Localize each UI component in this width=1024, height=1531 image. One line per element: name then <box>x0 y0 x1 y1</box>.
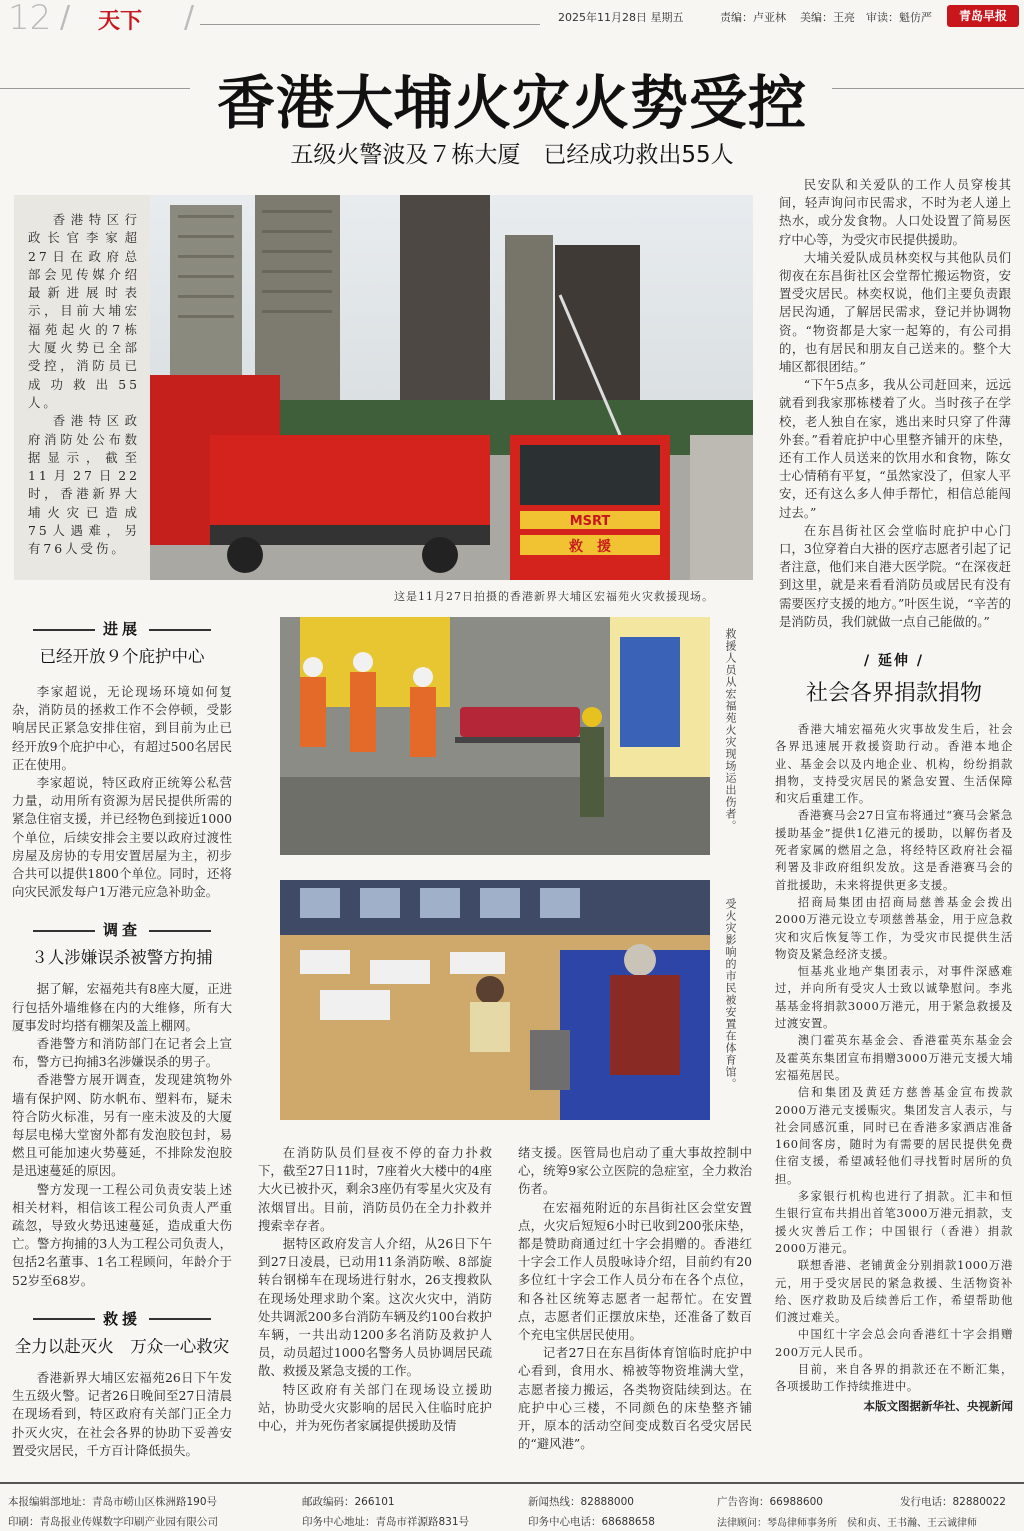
rescue-photo <box>280 617 710 855</box>
truck-label: MSRT <box>569 514 611 529</box>
article-paragraph: 恒基兆业地产集团表示，对事件深感难过，并向所有受灾人士致以诚挚慰问。李兆基基金将捐款3000万港元，用于紧急救援及过渡安置。 <box>775 964 1013 1031</box>
progress-body <box>12 683 232 901</box>
footer-print-address: 印务中心地址：青岛市祥源路831号 <box>302 1516 470 1528</box>
article-paragraph: 绪支援。医管局也启动了重大事故控制中心，统筹9家公立医院的急症室，全力救治伤者。 <box>518 1145 752 1197</box>
investigation-body <box>12 980 232 1289</box>
middle-column-a <box>258 1144 492 1435</box>
lead-paragraph: 香港特区政府消防处公布数据显示，截至11月27日22时，香港新界大埔火灾已造成75人遇难，另有76人受伤。 <box>28 413 140 557</box>
article-paragraph: 招商局集团由招商局慈善基金会拨出2000万港元设立专项慈善基金，用于应急救灾和灾后恢复等工作，为受灾市民提供生活物资及紧急经济支援。 <box>775 894 1013 961</box>
footer-ads: 广告咨询：66988600 <box>717 1496 823 1508</box>
header-bar <box>0 0 1024 38</box>
rescue-body <box>12 1369 232 1460</box>
article-paragraph: 信和集团及黄廷方慈善基金宣布拨款2000万港元支援赈灾。集团发言人表示，与社会同感沉重，同时已在香港多家酒店准备160间客房，随时为有需要的居民提供免费住宿支援，希望减轻他们寻找暂时居所的负担。 <box>775 1085 1013 1186</box>
fire-scene-illustration <box>150 195 753 580</box>
extension-credit: 本版文图据新华社、央视新闻 <box>863 1398 1013 1413</box>
header-editor: 责编：卢亚林 <box>720 11 786 24</box>
right-top-column <box>779 176 1011 631</box>
article-paragraph: 香港新界大埔区宏福苑26日下午发生五级火警。记者26日晚间至27日清晨在现场看到，特区政府有关部门正全力扑灭火灾，在社会各界的协助下妥善安置受灾居民，千方百计降低损失。 <box>12 1369 232 1458</box>
article-paragraph: 目前，来自各界的捐款还在不断汇集，各项援助工作持续推进中。 <box>775 1361 1013 1394</box>
left-column <box>12 618 232 1460</box>
section-heading-rescue: 全力以赴灭火 万众一心救灾 <box>14 1336 230 1356</box>
article-paragraph: 在宏福苑附近的东昌街社区会堂安置点，火灾后短短6小时已收到200张床垫，都是赞助商通过红十字会捐赠的。香港红十字会工作人员殷咏诗介绍，目前约有20多位红十字会工作人员分布在各个点位，和各社区统筹志愿者一起帮忙。在安置点，志愿者们正摆放床垫，还准备了数百个充电宝供居民使用。 <box>518 1199 752 1343</box>
truck-sign: 救 援 <box>569 539 611 555</box>
article-paragraph: 记者27日在东昌街体育馆临时庇护中心看到，食用水、棉被等物资堆满大堂，志愿者接力搬运，各类物资陆续到达。在庇护中心三楼，不同颜色的床垫整齐铺开，原本的活动空间变成数百名受灾居民的“避风港”。 <box>518 1345 752 1452</box>
article-paragraph: 香港赛马会27日宣布将通过“赛马会紧急援助基金”提供1亿港元的援助，以解伤者及死者家属的燃眉之急，将经特区政府社会福利署及非政府组织发放。这是香港赛马会的首批援助，未来将提供更多支援。 <box>775 808 1013 892</box>
article-paragraph: 大埔关爱队成员林奕权与其他队员们彻夜在东昌街社区会堂帮忙搬运物资，安置受灾居民。林奕权说，他们主要负责跟居民沟通，了解居民需求，登记并协调物资。“物资都是大家一起筹的，有公司捐的，也有居民和朋友自己送来的。整个大埔区都很团结。” <box>779 249 1011 375</box>
section-tag-rescue: 救援 <box>12 1308 232 1329</box>
brand-name: 青岛早报 <box>958 9 1007 23</box>
extension-tag: / 延伸 / <box>864 653 924 669</box>
extension-body <box>775 721 1013 1396</box>
footer-address: 本报编辑部地址：青岛市崂山区株洲路190号 <box>8 1496 218 1508</box>
article-paragraph: 澳门霍英东基金会、香港霍英东基金会及霍英东集团宣布捐赠3000万港元支援大埔宏福苑居民。 <box>775 1033 1013 1082</box>
footer-legal: 法律顾问：琴岛律师事务所 侯和贞、王书瀚、王云诚律师 <box>717 1518 977 1529</box>
rescue-photo-caption: 救援人员从宏福苑火灾现场运出伤者。 <box>724 628 737 832</box>
footer-print-phone: 印务中心电话：68688658 <box>528 1516 655 1528</box>
article-paragraph: 中国红十字会总会向香港红十字会捐赠200万元人民币。 <box>775 1327 1013 1359</box>
article-paragraph: 香港警方展开调查，发现建筑物外墙有保护网、防水帆布、塑料布，疑未符合防火标准，另有一座未波及的大厦每层电梯大堂窗外都有发泡胶包封，易燃且可能加速火势蔓延，不排除发泡胶是迅速蔓延的原因。 <box>12 1072 232 1179</box>
stretcher-rescue-illustration <box>280 617 710 855</box>
article-paragraph: 香港大埔宏福苑火灾事故发生后，社会各界迅速展开救援资助行动。香港本地企业、基金会以及内地企业、机构，纷纷捐款捐物，支持受灾居民的紧急安置、生活保障和灾后重建工作。 <box>775 722 1013 806</box>
footer-printer: 印刷：青岛报业传媒数字印刷产业园有限公司 <box>8 1516 218 1528</box>
brand-logo <box>947 5 1019 27</box>
footer-rule <box>0 1482 1024 1484</box>
article-paragraph: 特区政府有关部门在现场设立援助站，协助受火灾影响的居民入住临时庇护中心，并为死伤者家属提供援助及情 <box>258 1381 492 1434</box>
shelter-illustration <box>280 880 710 1120</box>
article-paragraph: 香港警方和消防部门在记者会上宣布，警方已拘捕3名涉嫌误杀的男子。 <box>12 1036 232 1070</box>
section-heading-investigation: ３人涉嫌误杀被警方拘捕 <box>31 948 213 968</box>
footer-distribution: 发行电话：82880022 <box>900 1496 1006 1508</box>
footer-hotline: 新闻热线：82888000 <box>528 1496 634 1508</box>
article-paragraph: 联想香港、老铺黄金分别捐款1000万港元，用于受灾居民的紧急救援、生活物资补给、医疗救助及后续善后工作，希望帮助他们渡过难关。 <box>775 1258 1013 1325</box>
article-paragraph: “下午5点多，我从公司赶回来，远远就看到我家那栋楼着了火。当时孩子在学校，老人独自在家，逃出来时只穿了件薄外套。”看着庇护中心里整齐铺开的床垫，还有工作人员送来的饮用水和食物，陈女士心情稍有平复，“虽然家没了，但家人平安，还有这么多人伸手帮忙，相信总能闯过去。” <box>779 377 1011 520</box>
lead-paragraph: 香港特区行政长官李家超27日在政府总部会见传媒介绍最新进展时表示，目前大埔宏福苑起火的7栋大厦火势已全部受控，消防员已成功救出55人。 <box>28 212 140 410</box>
article-paragraph: 李家超说，无论现场环境如何复杂，消防员的拯救工作不会停顿，受影响居民正紧急安排住宿，到目前为止已经开放9个庇护中心，有超过500名居民正在使用。 <box>12 684 232 772</box>
shelter-photo-caption: 受火灾影响的市民被安置在体育馆。 <box>724 898 737 1090</box>
extension-column <box>775 650 1013 1414</box>
headline-title: 香港大埔火灾火势受控 <box>216 69 807 137</box>
footer-postcode: 邮政编码：266101 <box>302 1496 395 1508</box>
page-number: 12 <box>8 0 52 38</box>
middle-column-b <box>518 1144 752 1453</box>
extension-tag-text: 延伸 <box>878 653 910 669</box>
article-paragraph: 在东昌街社区会堂临时庇护中心门口，3位穿着白大褂的医疗志愿者引起了记者注意，他们来自港大医学院。“在深夜赶到这里，就是来看看消防员或居民有没有需要医疗支援的地方。”叶医生说，“辛苦的是消防员，我们就做一点自己能做的。” <box>779 522 1011 629</box>
lead-box <box>14 195 150 580</box>
header-proofreader: 审读：魁仿严 <box>866 11 932 24</box>
header-rule <box>200 24 540 25</box>
section-heading-progress: 已经开放９个庇护中心 <box>39 647 205 666</box>
article-paragraph: 多家银行机构也进行了捐款。汇丰和恒生银行宣布共捐出首笔3000万港元捐款，支援火灾善后工作；中国银行（香港）捐款2000万港元。 <box>775 1189 1013 1255</box>
main-photo <box>150 195 753 580</box>
lead-text <box>28 211 140 559</box>
shelter-photo <box>280 880 710 1120</box>
section-name: 天下 <box>98 9 143 34</box>
section-tag-progress: 进展 <box>12 618 232 639</box>
page-number-slash: / <box>60 0 71 35</box>
section-tag-investigation: 调查 <box>12 919 232 940</box>
headline-subtitle: 五级火警波及７栋大厦 已经成功救出55人 <box>290 142 734 168</box>
extension-heading: 社会各界捐款捐物 <box>805 681 982 706</box>
article-paragraph: 民安队和关爱队的工作人员穿梭其间，轻声询问市民需求，不时为老人递上热水，或分发食物。人口处设置了简易医疗中心等，为受灾市民提供援助。 <box>779 177 1011 247</box>
article-paragraph: 在消防队员们昼夜不停的奋力扑救下，截至27日11时，7座着火大楼中的4座大火已被扑灭，剩余3座仍有零星火灾及有浓烟冒出。目前，消防员仍在全力扑救并搜索幸存者。 <box>258 1145 492 1233</box>
header-date: 2025年11月28日 星期五 <box>558 11 684 24</box>
article-paragraph: 据了解，宏福苑共有8座大厦，正进行包括外墙维修在内的大维修，所有大厦事发时均搭有棚架及盖上棚网。 <box>12 981 232 1033</box>
article-paragraph: 李家超说，特区政府正统筹公私营力量，动用所有资源为居民提供所需的紧急住宿支援，并已经物色到接近1000个单位，后续安排会主要以政府过渡性房屋及房协的专用安置居屋为主，初步合共可以提供1800个单位。同时，还将向灾民派发每户1万港元应急补助金。 <box>12 775 232 900</box>
main-photo-caption: 这是11月27日拍摄的香港新界大埔区宏福苑火灾救援现场。 <box>394 590 714 603</box>
article-paragraph: 据特区政府发言人介绍，从26日下午到27日凌晨，已动用11条消防喉、8部旋转台钢梯车在现场进行射水，26支搜救队在现场处理求助个案。这次火灾中，消防处共调派200多台消防车辆及约100台救护车辆，一共出动1200多名消防及救护人员，动员超过1000名警务人员协调居民疏散、救援及紧急支援的工作。 <box>258 1236 492 1379</box>
article-paragraph: 警方发现一工程公司负责安装上述相关材料，相信该工程公司负责人严重疏忽，导致火势迅速蔓延，造成重大伤亡。警方拘捕的3人为工程公司负责人，包括2名董事、1名工程顾问，年龄介于52岁至68岁。 <box>12 1181 232 1288</box>
section-slash: / <box>184 0 195 35</box>
header-designer: 美编：王亮 <box>800 11 855 24</box>
